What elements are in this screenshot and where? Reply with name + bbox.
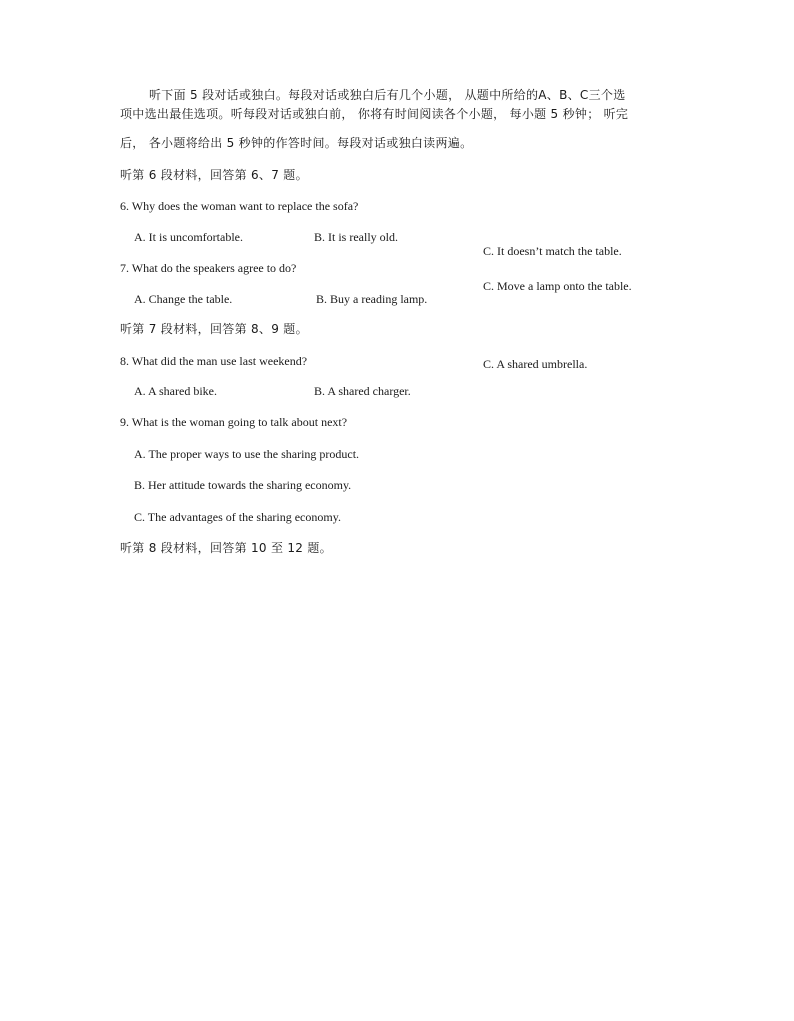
option-a: A. A shared bike. — [134, 384, 217, 398]
option-c: C. The advantages of the sharing economy. — [134, 510, 341, 524]
instructions-line-1: 听下面 5 段对话或独白。每段对话或独白后有几个小题， 从题中所给的A、B、C三个选 — [149, 88, 626, 102]
question-stem: 8. What did the man use last weekend? — [120, 354, 308, 368]
option-b: B. A shared charger. — [314, 384, 411, 398]
instructions-line-2: 项中选出最佳选项。听每段对话或独白前， 你将有时间阅读各个小题， 每小题 5 秒钟； 听完 — [120, 107, 629, 121]
option-c: C. A shared umbrella. — [483, 357, 588, 371]
instructions-line-3: 后， 各小题将给出 5 秒钟的作答时间。每段对话或独白读两遍。 — [120, 136, 473, 150]
section-heading: 听第 7 段材料，回答第 8、9 题。 — [120, 322, 308, 336]
question-stem: 6. Why does the woman want to replace the sofa? — [120, 199, 359, 213]
option-b: B. Buy a reading lamp. — [316, 292, 428, 306]
question-stem: 7. What do the speakers agree to do? — [120, 261, 297, 275]
option-b: B. It is really old. — [314, 230, 398, 244]
option-a: A. The proper ways to use the sharing product. — [134, 447, 360, 461]
option-b: B. Her attitude towards the sharing economy. — [134, 478, 352, 492]
question-stem: 9. What is the woman going to talk about next? — [120, 415, 348, 429]
option-c: C. Move a lamp onto the table. — [483, 279, 632, 293]
option-a: A. Change the table. — [134, 292, 233, 306]
section-heading: 听第 6 段材料，回答第 6、7 题。 — [120, 168, 308, 182]
option-c: C. It doesn’t match the table. — [483, 244, 622, 258]
section-heading: 听第 8 段材料，回答第 10 至 12 题。 — [120, 541, 332, 555]
option-a: A. It is uncomfortable. — [134, 230, 243, 244]
